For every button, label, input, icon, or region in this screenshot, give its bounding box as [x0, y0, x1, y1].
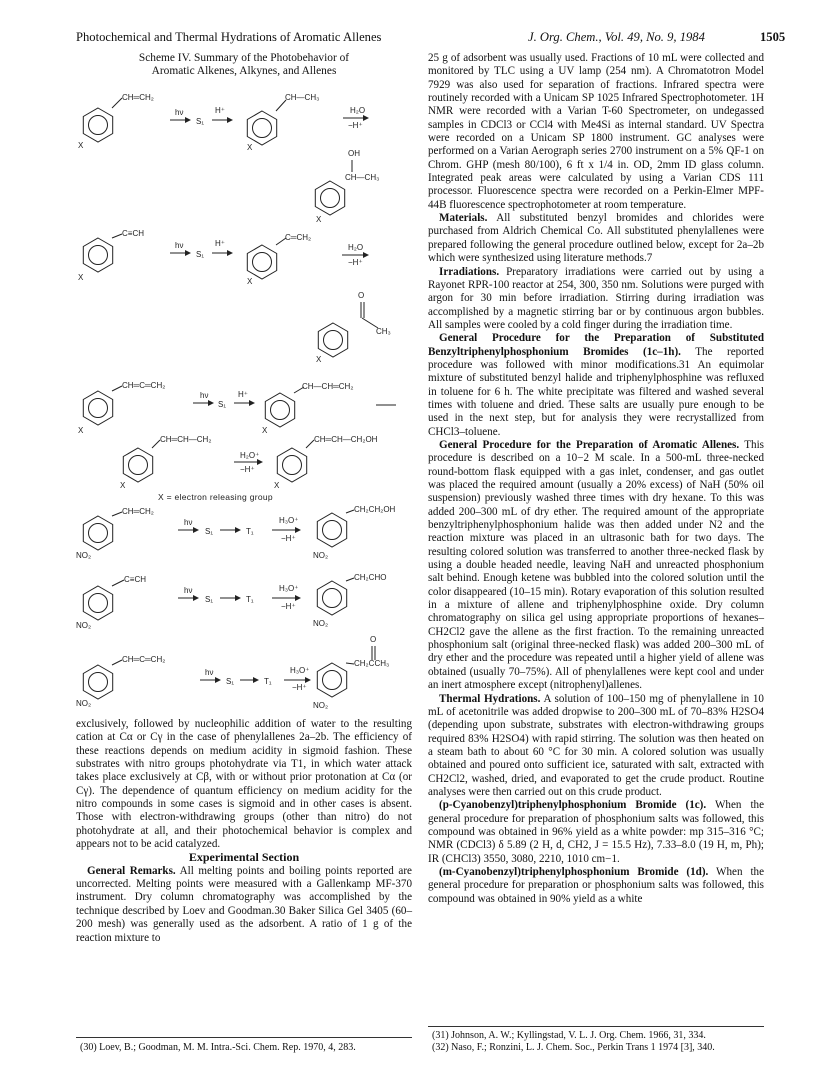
footnote-rule-right — [428, 1026, 764, 1027]
body-compound-1c: When the general procedure for preparation of phosphonium salts was followed, this compound was obtained in 96% yield as a white powder: mp 315–316 °C; NMR (CDCl3) δ 5.89 (2 H, d, CH2, J = 15.5 Hz), 7.33–8.0 (19 H, m, Ph); IR (CHCl3) 3550, 3080, 2210, 1010 cm−1. — [428, 799, 764, 865]
scheme-legend: X = electron releasing group — [158, 492, 273, 502]
label-s1: S₁ — [196, 117, 205, 126]
label-h2o: H₂O — [348, 243, 364, 252]
label-x: X — [120, 481, 126, 490]
molecule-nitrophenylethanol — [313, 505, 396, 560]
label-no2: NO₂ — [76, 551, 92, 560]
label-ch-ch3: CH—CH₃ — [345, 173, 380, 182]
label-hv: hν — [184, 518, 193, 527]
body-thermal-hydrations: A solution of 100–150 mg of phenylallene in 10 mL of acetonitrile was added dropwise to 200–300 mL of 70–83% H2SO4 (depending upon substrate, substrates with electron-withdrawing groups required 83% H2SO4) with rapid stirring. The solution was then heated on a steam bath to about 60 °C for 30 min. A colored solution was usually obtained and poured onto sufficient ice, saturated with salt, extracted with CH2Cl2, washed, dried, and evaporated to get the crude product. Routine analyses were then carried out on this crude product. — [428, 692, 764, 798]
label-x: X — [274, 481, 280, 490]
molecule-phenylallene — [78, 381, 165, 435]
label-ch-c-ch2: CH═C═CH₂ — [122, 381, 166, 390]
paragraph-compound-1c — [428, 799, 764, 866]
label-h2o: H₂O — [350, 106, 366, 115]
body-compound-1d: When the general procedure for preparation or phosphonium salts was followed, this compound was obtained in 90% yield as a white — [428, 865, 764, 905]
molecule-benzyl-cation — [247, 93, 319, 152]
label-ch2cch3: CH₂CCH₃ — [354, 659, 390, 668]
label-ch3: CH₃ — [376, 327, 391, 336]
label-ch-ch-ch2: CH═CH—CH₂ — [160, 435, 212, 444]
body-general-remarks: All melting points and boiling points reported are uncorrected. Melting points were measured with a Gallenkamp MF-370 instrument. Dry column chromatography was accomplished by the technique described by Loev and Goodman.30 Baker Silica Gel 3405 (60–200 mesh) was generally used as the adsorbent. A ratio of 1 g of the reaction mixture to — [76, 864, 412, 944]
footnote-rule-left — [76, 1037, 412, 1038]
left-column — [76, 718, 412, 945]
label-ch2cho: CH₂CHO — [354, 573, 387, 582]
label-ch-ch2: CH═CH₂ — [122, 93, 154, 102]
heading-phosphonium-prep: General Procedure for the Preparation of Substituted Benzyltriphenylphosphonium Bromides (1c–1h). — [428, 332, 764, 358]
molecule-acetophenone — [316, 291, 391, 364]
label-ch-ch3: CH—CH₃ — [285, 93, 320, 102]
heading-compound-1c: (p-Cyanobenzyl)triphenylphosphonium Bromide (1c). — [439, 799, 707, 812]
label-ch-ch-ch2-plus: CH—CH═CH₂ — [302, 382, 354, 391]
molecule-vinyl-cation — [247, 233, 311, 286]
heading-irradiations: Irradiations. — [439, 265, 500, 278]
label-c-ch: C≡CH — [124, 575, 146, 584]
scheme-title-line1: Scheme IV. Summary of the Photobehavior of — [138, 52, 350, 64]
paragraph-phosphonium-prep — [428, 332, 764, 439]
footnote-32: (32) Naso, F.; Ronzini, L. J. Chem. Soc., Perkin Trans 1 1974 [3], 340. — [432, 1042, 715, 1053]
paragraph-compound-1d — [428, 866, 764, 906]
molecule-alcohol — [315, 149, 379, 224]
label-hv: hν — [200, 391, 209, 400]
label-x: X — [262, 426, 268, 435]
paragraph-thermal-hydrations — [428, 693, 764, 800]
label-t1: T₁ — [246, 595, 254, 604]
label-hv: hν — [175, 108, 184, 117]
label-no2: NO₂ — [76, 621, 92, 630]
label-o: O — [358, 291, 365, 300]
label-x: X — [78, 426, 84, 435]
label-t1: T₁ — [246, 527, 254, 536]
label-c-ch: C≡CH — [122, 229, 144, 238]
label-ch-ch-ch2oh: CH═CH—CH₂OH — [314, 435, 378, 444]
label-minus-hplus: −H⁺ — [281, 602, 296, 611]
paragraph-instruments: 25 g of adsorbent was usually used. Fractions of 10 mL were collected and monitored by TLC using a UV lamp (254 nm). A Chromatotron Model 7929 was also used for separation of fractions. Infrared spectra were routinely recorded with a Unicam SP 1025 Infrared Spectrophotometer. 1H NMR were recorded with a Varian T-60 Spectrometer, on undegassed samples in CDCl3 or CCl4 with Me4Si as internal standard. UV Spectra were recorded on a Unicam SP 1800 instrument. GC analyses were performed on a Varian Aerograph series 2700 instrument on a 5% QF-1 on Chrom. GHP (mesh 80/100), 6 ft x 1/4 in. OD, 2mm ID glass column. Integrated peak areas were calculated by using a Varian CDS 111 processor. Fluorescence spectra were recorded on a Perkin-Elmer MPF-44B fluorescence spectrophotometer at room temperature. — [428, 52, 764, 211]
page-number: 1505 — [760, 30, 786, 44]
label-s1: S₁ — [196, 250, 205, 259]
heading-thermal-hydrations: Thermal Hydrations. — [439, 692, 541, 705]
label-ch-ch2: CH═CH₂ — [122, 507, 154, 516]
label-o: O — [370, 635, 377, 644]
label-minus-hplus: −H⁺ — [348, 121, 363, 130]
section-heading-experimental: Experimental Section — [188, 850, 300, 865]
heading-materials: Materials. — [439, 212, 488, 225]
label-hplus: H⁺ — [215, 106, 225, 115]
paragraph-irradiations — [428, 266, 764, 333]
label-x: X — [78, 273, 84, 282]
heading-general-remarks: General Remarks. — [87, 864, 176, 877]
label-no2: NO₂ — [76, 699, 92, 708]
scheme-title-line2: Aromatic Alkenes, Alkynes, and Allenes — [151, 65, 337, 78]
body-phosphonium-prep: The reported procedure was followed with minor modifications.31 An equimolar mixture of substituted benzyl halide and triphenylphosphine was refluxed in toluene for 6 h. The white precipitate was filtered and washed several times with toluene and dried. These salts are usually pure enough to be used in the next step, but for analysis they were recrystallized from CHCl3–toluene. — [428, 345, 764, 438]
label-c-ch2: C═CH₂ — [285, 233, 312, 242]
molecule-styrene — [78, 93, 154, 150]
heading-compound-1d: (m-Cyanobenzyl)triphenylphosphonium Bromide (1d). — [439, 865, 709, 878]
label-x: X — [247, 143, 253, 152]
molecule-nitrophenylacetaldehyde — [313, 573, 386, 628]
paragraph-allene-prep — [428, 439, 764, 693]
paragraph-general-remarks — [76, 865, 412, 945]
paragraph-summary: exclusively, followed by nucleophilic addition of water to the resulting cation at Cα or Cγ in the case of phenylallenes 2a–2b. The efficiency of these reactions depends on medium acidity in sigmoid fashion. These substrates with nitro groups photohydrate via T1, in which water attack takes place exclusively at Cβ, with or without prior protonation at Cα (or Cγ). The dependence of quantum efficiency on medium acidity for the nitro compounds in some cases is sigmoid and in other cases is absent. Those with electron-withdrawing groups (other than nitro) do not photohydrate at all, and their photochemical behavior is complex and appears not to be acid catalyzed. — [76, 718, 412, 851]
paragraph-materials — [428, 212, 764, 265]
label-s1: S₁ — [205, 527, 214, 536]
label-minus-hplus: −H⁺ — [240, 465, 255, 474]
label-hv: hν — [184, 586, 193, 595]
label-hplus: H⁺ — [238, 390, 248, 399]
molecule-nitrophenylacetylene — [76, 575, 146, 630]
body-irradiations: Preparatory irradiations were carried out by using a Rayonet RPR-100 reactor at 254, 300, 350 nm. Solutions were purged with argon for 30 min before irradiation. Stirring during irradiation was accomplished by a magnetic stirring bar or by continuous argon bubbles. All samples were cooled by a cold finger during the irradiation time. — [428, 265, 764, 331]
label-x: X — [78, 141, 84, 150]
label-minus-hplus: −H⁺ — [281, 534, 296, 543]
molecule-allyl-cation — [262, 382, 353, 435]
label-h3o: H₃O⁺ — [279, 516, 299, 525]
label-ch2ch2oh: CH₂CH₂OH — [354, 505, 396, 514]
label-h2o-plus: H₂O⁺ — [240, 451, 260, 460]
molecule-nitrophenylallene — [76, 655, 165, 708]
label-hv: hν — [175, 241, 184, 250]
label-hplus: H⁺ — [215, 239, 225, 248]
molecule-phenylacetylene — [78, 229, 144, 282]
label-s1: S₁ — [205, 595, 214, 604]
label-x: X — [316, 215, 322, 224]
label-no2: NO₂ — [313, 619, 329, 628]
label-h3o: H₃O⁺ — [290, 666, 310, 675]
label-minus-hplus: −H⁺ — [292, 683, 307, 692]
molecule-nitrophenylacetone — [313, 635, 389, 710]
journal-citation: J. Org. Chem., Vol. 49, No. 9, 1984 — [528, 30, 705, 44]
label-oh: OH — [348, 149, 360, 158]
label-x: X — [316, 355, 322, 364]
right-column — [428, 52, 764, 906]
label-x: X — [247, 277, 253, 286]
label-s1: S₁ — [218, 400, 227, 409]
label-h3o: H₃O⁺ — [279, 584, 299, 593]
running-header-title: Photochemical and Thermal Hydrations of Aromatic Allenes — [76, 30, 382, 44]
footnote-31: (31) Johnson, A. W.; Kyllingstad, V. L. J. Org. Chem. 1966, 31, 334. — [432, 1030, 706, 1041]
label-t1: T₁ — [264, 677, 272, 686]
body-allene-prep: This procedure is described on a 10−2 M scale. In a 500-mL three-necked round-bottom flask equipped with a gas inlet, condenser, and gas outlet was placed the required amount (usually a 20% excess) of NaH (50% oil suspension) previously washed three times with dry hexane. To this was added 200–300 mL of dry ether. The required amount of the appropriate benzyltriphenylphosphonium halide was then added under N2 and the reaction mixture was placed in an ultrasonic bath for two days. The resulting colored solution was transferred to another three-necked flask by using a double headed needle, leaving NaH and unreacted phosphonium salt behind. Enough ketene was bubbled into the colored solution until the color disappeared (10–15 min). Rotary evaporation of this solution resulted in a mixture of allene and triphenylphosphine oxide. Dry column chromatography on silica gel using appropriate proportions of hexanes–CH2Cl2 gave the allene as the first fraction. To the remaining unreacted phosphonium salt (original three-necked flask) was added 200–300 mL of dry ether and the procedure was repeated until a higher yield of allene was obtained (usually 70–75%). All of phenylallenes were kept cool and under an inert atmosphere except (nitrophenyl)allenes. — [428, 438, 764, 692]
label-no2: NO₂ — [313, 701, 329, 710]
body-materials: All substituted benzyl bromides and chlorides were purchased from Aldrich Chemical Co. All substituted phenylallenes were prepared following the general procedure outlined below, except for 2a–2b which were synthesized using literature methods.7 — [428, 212, 764, 265]
label-minus-hplus: −H⁺ — [348, 258, 363, 267]
footnote-30: (30) Loev, B.; Goodman, M. M. Intra.-Sci. Chem. Rep. 1970, 4, 283. — [80, 1042, 356, 1053]
label-ch-c-ch2: CH═C═CH₂ — [122, 655, 166, 664]
molecule-cinnamyl-alcohol — [274, 435, 378, 490]
label-s1: S₁ — [226, 677, 235, 686]
heading-allene-prep: General Procedure for the Preparation of Aromatic Allenes. — [439, 438, 740, 451]
molecule-nitrostyrene — [76, 507, 154, 560]
label-hv: hν — [205, 668, 214, 677]
molecule-cinnamyl-cation — [120, 435, 211, 490]
label-no2: NO₂ — [313, 551, 329, 560]
